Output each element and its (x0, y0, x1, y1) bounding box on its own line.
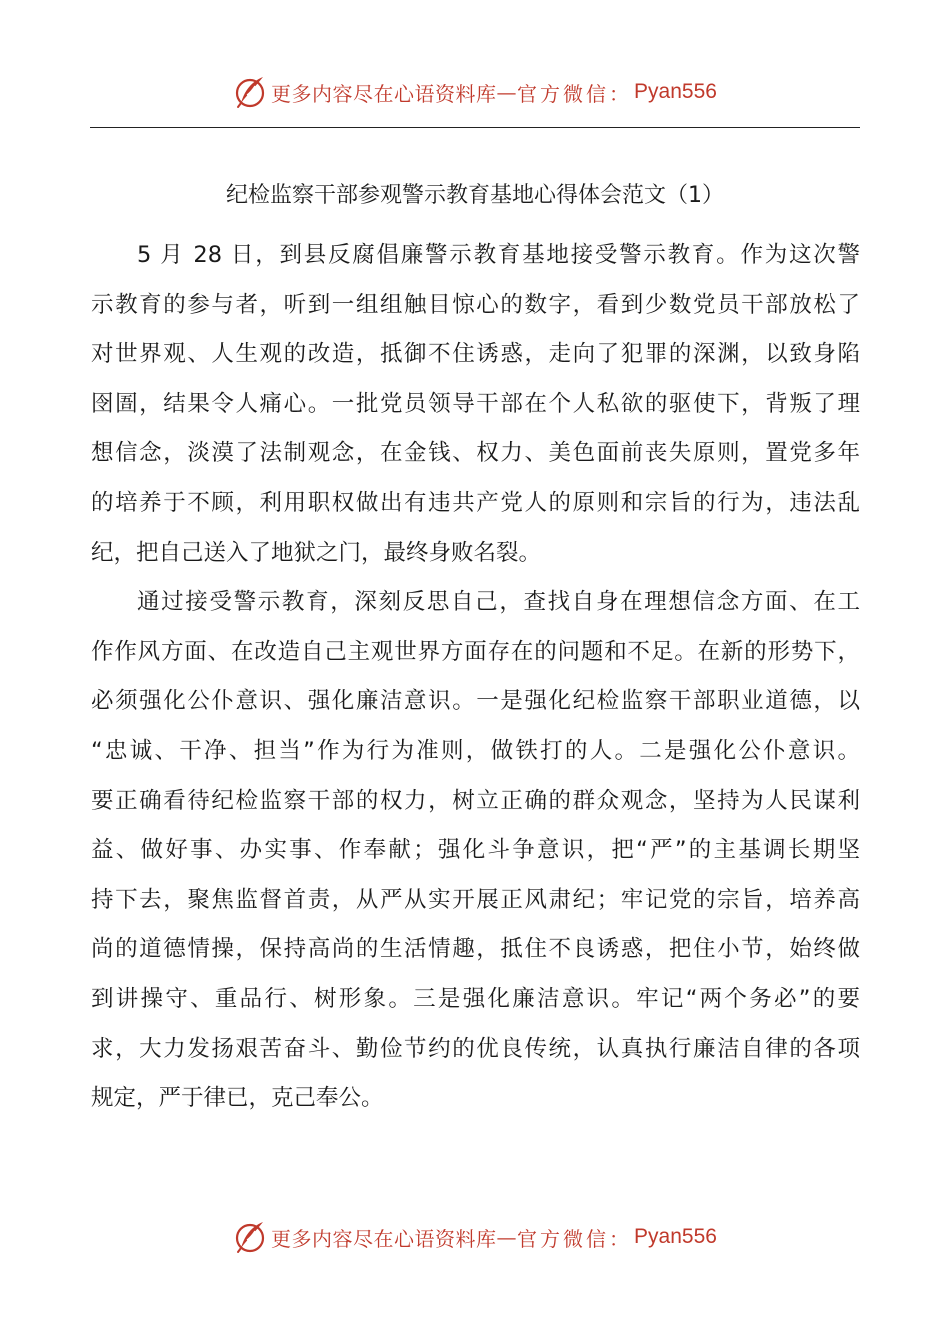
banner-wechat-id: Pyan556 (634, 1225, 717, 1248)
text-line: 必须强化公仆意识、强化廉洁意识。一是强化纪检监察干部职业道德，以 (91, 688, 860, 715)
text-line: 5 月 28 日，到县反腐倡廉警示教育基地接受警示教育。作为这次警 (137, 242, 860, 268)
banner-wechat-id: Pyan556 (634, 80, 717, 103)
text-line: 尚的道德情操，保持高尚的生活情趣，抵住不良诱惑，把住小节，始终做 (91, 936, 860, 963)
header-banner (0, 72, 950, 112)
banner-contact-label: 官方微信： (517, 81, 633, 106)
text-line: “忠诚、干净、担当”作为行为准则，做铁打的人。二是强化公仆意识。 (91, 737, 860, 764)
document-body (91, 231, 860, 1124)
text-line: 的培养于不顾，利用职权做出有违共产党人的原则和宗旨的行为，违法乱 (91, 489, 860, 516)
text-line: 益、做好事、办实事、作奉献；强化斗争意识，把“严”的主基调长期坚 (91, 837, 860, 864)
text-line: 囹圄，结果令人痛心。一批党员领导干部在个人私欲的驱使下，背叛了理 (91, 390, 860, 417)
banner-dash: — (496, 1225, 518, 1249)
text-line: 要正确看待纪检监察干部的权力，树立正确的群众观念，坚持为人民谋利 (91, 787, 860, 814)
text-line: 想信念，淡漠了法制观念，在金钱、权力、美色面前丧失原则，置党多年 (91, 440, 860, 467)
footer-banner (0, 1217, 950, 1257)
banner-brand-text: 更多内容尽在心语资料库 (271, 81, 497, 106)
document-title: 纪检监察干部参观警示教育基地心得体会范文（1） (226, 183, 724, 208)
text-line: 纪，把自己送入了地狱之门，最终身败名裂。 (91, 539, 542, 566)
quill-logo-icon (233, 75, 267, 109)
text-line: 通过接受警示教育，深刻反思自己，查找自身在理想信念方面、在工 (137, 589, 860, 616)
banner-dash: — (496, 80, 518, 104)
text-line: 到讲操守、重品行、树形象。三是强化廉洁意识。牢记“两个务必”的要 (91, 985, 860, 1012)
text-line: 示教育的参与者，听到一组组触目惊心的数字，看到少数党员干部放松了 (91, 291, 860, 318)
text-line: 对世界观、人生观的改造，抵御不住诱惑，走向了犯罪的深渊，以致身陷 (91, 341, 860, 368)
paragraph-2 (91, 578, 860, 1124)
text-line: 规定，严于律已，克己奉公。 (91, 1085, 384, 1112)
banner-brand-text: 更多内容尽在心语资料库 (271, 1226, 497, 1251)
quill-logo-icon (233, 1220, 267, 1254)
header-divider (90, 127, 860, 128)
text-line: 持下去，聚焦监督首责，从严从实开展正风肃纪；牢记党的宗旨，培养高 (91, 886, 860, 913)
text-line: 求，大力发扬艰苦奋斗、勤俭节约的优良传统，认真执行廉洁自律的各项 (91, 1035, 860, 1062)
paragraph-1 (91, 231, 860, 578)
banner-contact-label: 官方微信： (517, 1226, 633, 1251)
text-line: 作作风方面、在改造自己主观世界方面存在的问题和不足。在新的形势下， (91, 638, 860, 665)
